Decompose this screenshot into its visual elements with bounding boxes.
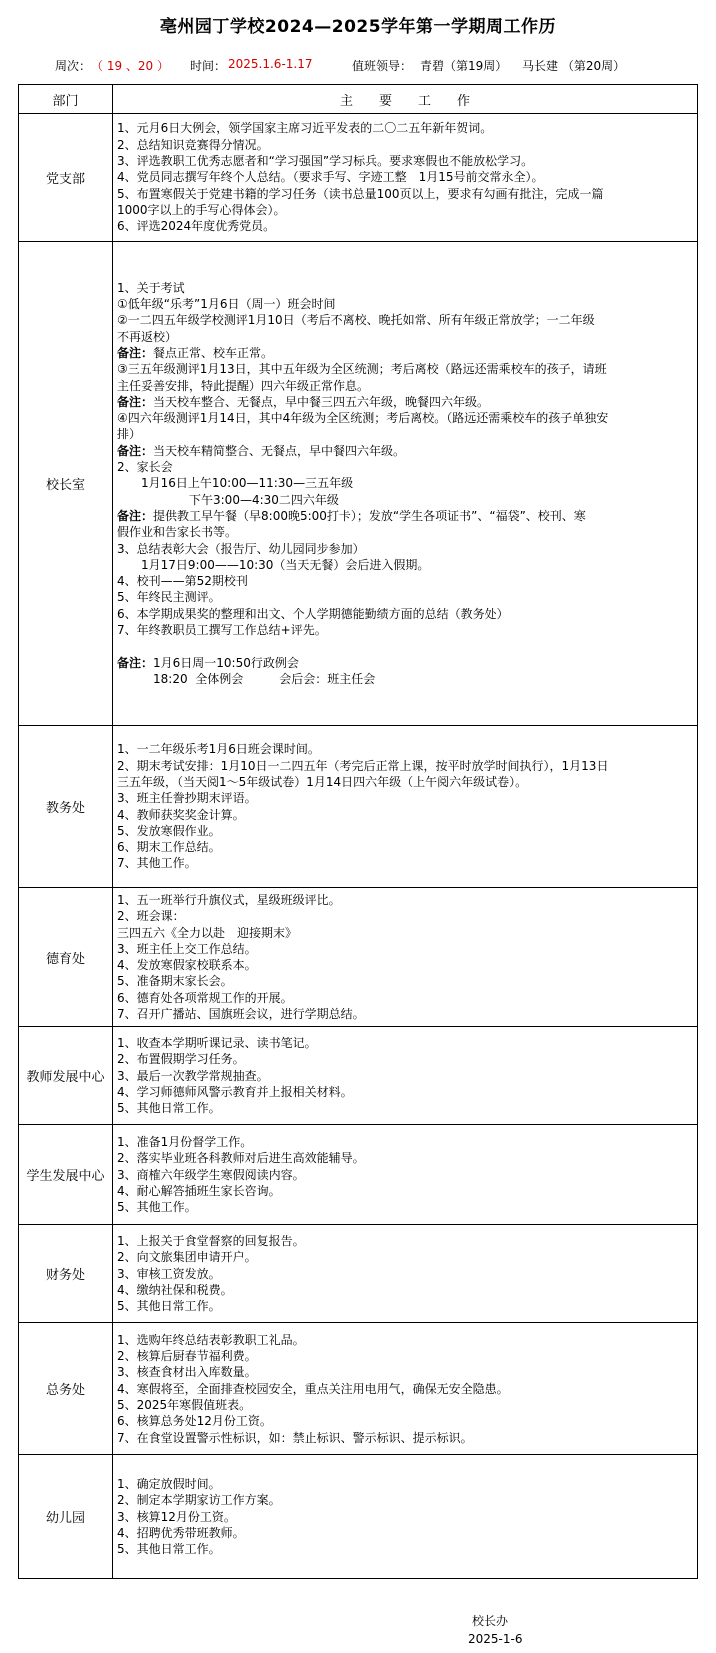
remark-text: 当天校车整合、无餐点，早中餐三四五六年级，晚餐四六年级。 xyxy=(153,394,490,409)
info-bar xyxy=(0,57,716,75)
work-item-line: 7、在食堂设置警示性标识，如：禁止标识、警示标识、提示标识。 xyxy=(117,1430,473,1445)
work-item-line xyxy=(117,394,693,410)
work-item-line: 1、元月6日大例会，领学国家主席习近平发表的二〇二五年新年贺词。 xyxy=(117,121,493,136)
header-main: 主 要 工 作 xyxy=(113,85,698,114)
work-item-line xyxy=(117,638,693,654)
work-item-line: 2、核算后厨春节福利费。 xyxy=(117,1349,257,1364)
table-row-finance-office xyxy=(19,1225,698,1323)
work-item-line: 4、耐心解答插班生家长咨询。 xyxy=(117,1184,281,1199)
work-item-line: 3、审核工资发放。 xyxy=(117,1266,221,1281)
table-row-student-development xyxy=(19,1125,698,1225)
work-item-line: 3、最后一次教学常规抽查。 xyxy=(117,1068,269,1083)
work-item-line: 7、召开广播站、国旗班会议，进行学期总结。 xyxy=(117,1007,365,1022)
week-value: （ 19 、20 ） xyxy=(91,59,169,73)
work-item-line: ④四六年级测评1月14日，其中4年级为全区统测；考后离校。（路远还需乘校车的孩子单独安 xyxy=(117,411,609,426)
work-item-line: 1、五一班举行升旗仪式，星级班级评比。 xyxy=(117,893,341,907)
work-item-line: 1000字以上的手写心得体会）。 xyxy=(117,202,286,217)
work-item-line: 1、选购年终总结表彰教职工礼品。 xyxy=(117,1332,305,1347)
work-item-line: 1月17日9:00——10:30（当天无餐）会后进入假期。 xyxy=(117,557,430,572)
table-row-kindergarten xyxy=(19,1455,698,1579)
work-item-line: ②一二四五年级学校测评1月10日（考后不离校、晚托如常、所有年级正常放学；一二年级 xyxy=(117,313,595,328)
work-item-line: 2、向文旅集团申请开户。 xyxy=(117,1250,257,1265)
work-item-line: 1月16日上午10:00—11:30—三五年级 xyxy=(117,476,354,491)
remark-text: 1月6日周一10:50行政例会 xyxy=(153,655,299,670)
work-item-line: 6、本学期成果奖的整理和出文、个人学期德能勤绩方面的总结（教务处） xyxy=(117,606,509,621)
work-item-line: 4、党员同志撰写年终个人总结。（要求手写、字迹工整 1月15号前交常永全）。 xyxy=(117,170,544,185)
work-item-line: 不再返校） xyxy=(117,329,178,344)
work-item-line: 5、其他日常工作。 xyxy=(117,1299,221,1314)
work-item-line: 6、评选2024年度优秀党员。 xyxy=(117,219,276,234)
work-item-line: 5、年终民主测评。 xyxy=(117,590,221,605)
work-item-line: 4、教师获奖奖金计算。 xyxy=(117,807,245,822)
remark-label: 备注： xyxy=(117,345,154,360)
work-item-line: 6、核算总务处12月份工资。 xyxy=(117,1414,272,1429)
work-item-line xyxy=(117,687,693,703)
work-item-line xyxy=(117,508,693,524)
work-item-line: 7、其他工作。 xyxy=(117,856,197,871)
work-item-line: 4、校刊——第52期校刊 xyxy=(117,574,248,589)
work-content-cell xyxy=(113,1323,698,1455)
work-item-line: 1、收查本学期听课记录、读书笔记。 xyxy=(117,1036,317,1051)
page-title: 亳州园丁学校2024—2025学年第一学期周工作历 xyxy=(159,17,557,37)
header-dept: 部门 xyxy=(19,85,113,114)
work-item-line: 三四五六《全力以赴 迎接期末》 xyxy=(117,925,298,940)
work-item-line: 3、总结表彰大会（报告厅、幼儿园同步参加） xyxy=(117,541,365,556)
table-row-principal-office xyxy=(19,242,698,726)
work-content-cell xyxy=(113,1027,698,1125)
table-row-party-branch xyxy=(19,114,698,242)
work-item-line: 2、班会课： xyxy=(117,909,185,924)
work-item-line: 主任妥善安排，特此提醒）四六年级正常作息。 xyxy=(117,378,370,393)
work-item-line: 6、期末工作总结。 xyxy=(117,840,221,855)
remark-label: 备注： xyxy=(117,443,154,458)
table-row-moral-education xyxy=(19,888,698,1027)
work-item-line: 2、总结知识竞赛得分情况。 xyxy=(117,137,269,152)
work-content-cell xyxy=(113,114,698,242)
work-item-line: 3、商榷六年级学生寒假阅读内容。 xyxy=(117,1167,305,1182)
work-calendar-table xyxy=(18,84,698,1579)
work-item-line: 2、家长会 xyxy=(117,460,173,475)
work-item-line: 3、班主任上交工作总结。 xyxy=(117,941,257,956)
work-item-line: 4、缴纳社保和税费。 xyxy=(117,1283,233,1298)
work-item-line: 1、一二年级乐考1月6日班会课时间。 xyxy=(117,742,320,757)
leader-week20: 马长建 （第20周） xyxy=(522,59,626,73)
work-item-line: 18:20 全体例会 会后会：班主任会 xyxy=(117,671,376,686)
work-item-line: 5、发放寒假作业。 xyxy=(117,823,221,838)
table-row-teacher-development xyxy=(19,1027,698,1125)
work-item-line: 2、落实毕业班各科教师对后进生高效能辅导。 xyxy=(117,1151,365,1166)
remark-text: 提供教工早午餐（早8:00晚5:00打卡）；发放“学生各项证书”、“福袋”、校刊、寒 xyxy=(153,508,586,523)
work-item-line: 5、布置寒假关于党建书籍的学习任务（读书总量100页以上，要求有勾画有批注，完成一篇 xyxy=(117,186,604,201)
work-item-line: 1、上报关于食堂督察的回复报告。 xyxy=(117,1234,305,1249)
dept-cell: 教师发展中心 xyxy=(19,1027,113,1125)
work-item-line: 4、招聘优秀带班教师。 xyxy=(117,1526,245,1541)
work-item-line: 6、德育处各项常规工作的开展。 xyxy=(117,990,293,1005)
work-item-line: 1、准备1月份督学工作。 xyxy=(117,1135,253,1150)
work-content-cell xyxy=(113,1455,698,1579)
dept-cell: 德育处 xyxy=(19,888,113,1027)
work-item-line xyxy=(117,443,693,459)
work-item-line: 3、班主任誊抄期末评语。 xyxy=(117,791,257,806)
dept-cell: 教务处 xyxy=(19,726,113,888)
table-header-row xyxy=(19,85,698,114)
work-content-cell xyxy=(113,242,698,726)
work-item-line: ③三五年级测评1月13日，其中五年级为全区统测；考后离校（路远还需乘校车的孩子，请班 xyxy=(117,362,607,377)
work-item-line: 3、核算12月份工资。 xyxy=(117,1509,236,1524)
dept-cell: 党支部 xyxy=(19,114,113,242)
dept-cell: 幼儿园 xyxy=(19,1455,113,1579)
work-item-line: 3、核查食材出入库数量。 xyxy=(117,1365,257,1380)
work-item-line: ①低年级“乐考”1月6日（周一）班会时间 xyxy=(117,297,336,312)
work-item-line: 7、年终教职员工撰写工作总结+评先。 xyxy=(117,623,327,638)
dept-cell: 财务处 xyxy=(19,1225,113,1323)
work-item-line: 排） xyxy=(117,427,142,442)
remark-label: 备注： xyxy=(117,508,154,523)
work-item-line: 下午3:00—4:30二四六年级 xyxy=(117,492,339,507)
work-item-line xyxy=(117,655,693,671)
work-content-cell xyxy=(113,1225,698,1323)
remark-label: 备注： xyxy=(117,394,154,409)
work-item-line: 1、关于考试 xyxy=(117,280,185,295)
work-item-line: 假作业和告家长书等。 xyxy=(117,525,238,540)
work-item-line: 三五年级，（当天阅1～5年级试卷）1月14日四六年级（上午阅六年级试卷）。 xyxy=(117,774,528,789)
dept-cell: 学生发展中心 xyxy=(19,1125,113,1225)
remark-text: 当天校车精简整合、无餐点，早中餐四六年级。 xyxy=(153,443,406,458)
leader-label: 值班领导： xyxy=(352,59,413,73)
work-item-line: 5、其他工作。 xyxy=(117,1200,197,1215)
footer-office: 校长办 xyxy=(472,1614,509,1628)
leader-week19: 青碧（第19周） xyxy=(420,59,508,73)
table-row-general-affairs xyxy=(19,1323,698,1455)
work-item-line: 2、制定本学期家访工作方案。 xyxy=(117,1493,281,1508)
work-content-cell xyxy=(113,888,698,1027)
work-item-line xyxy=(117,345,693,361)
work-item-line: 5、准备期末家长会。 xyxy=(117,974,233,989)
work-item-line: 4、寒假将至，全面排查校园安全，重点关注用电用气，确保无安全隐患。 xyxy=(117,1381,509,1396)
work-item-line: 2、期末考试安排：1月10日一二四五年（考完后正常上课，按平时放学时间执行），1月13日 xyxy=(117,758,609,773)
table-row-academic-office xyxy=(19,726,698,888)
work-content-cell xyxy=(113,726,698,888)
time-value: 2025.1.6-1.17 xyxy=(228,57,313,71)
dept-cell: 总务处 xyxy=(19,1323,113,1455)
work-item-line: 5、其他日常工作。 xyxy=(117,1542,221,1557)
work-item-line xyxy=(117,263,693,279)
work-item-line: 1、确定放假时间。 xyxy=(117,1477,221,1492)
remark-text: 餐点正常、校车正常。 xyxy=(153,345,274,360)
table-body xyxy=(19,114,698,1579)
work-content-cell xyxy=(113,1125,698,1225)
dept-cell: 校长室 xyxy=(19,242,113,726)
work-item-line: 3、评选教职工优秀志愿者和“学习强国”学习标兵。要求寒假也不能放松学习。 xyxy=(117,154,534,169)
remark-label: 备注： xyxy=(117,655,154,670)
week-label: 周次： xyxy=(55,59,92,73)
work-item-line: 4、发放寒假家校联系本。 xyxy=(117,958,257,973)
work-item-line: 2、布置假期学习任务。 xyxy=(117,1052,245,1067)
work-item-line: 4、学习师德师风警示教育并上报相关材料。 xyxy=(117,1085,353,1100)
work-item-line: 5、其他日常工作。 xyxy=(117,1101,221,1116)
time-label: 时间： xyxy=(190,59,227,73)
work-item-line: 5、2025年寒假值班表。 xyxy=(117,1398,252,1413)
footer-date: 2025-1-6 xyxy=(468,1632,523,1646)
